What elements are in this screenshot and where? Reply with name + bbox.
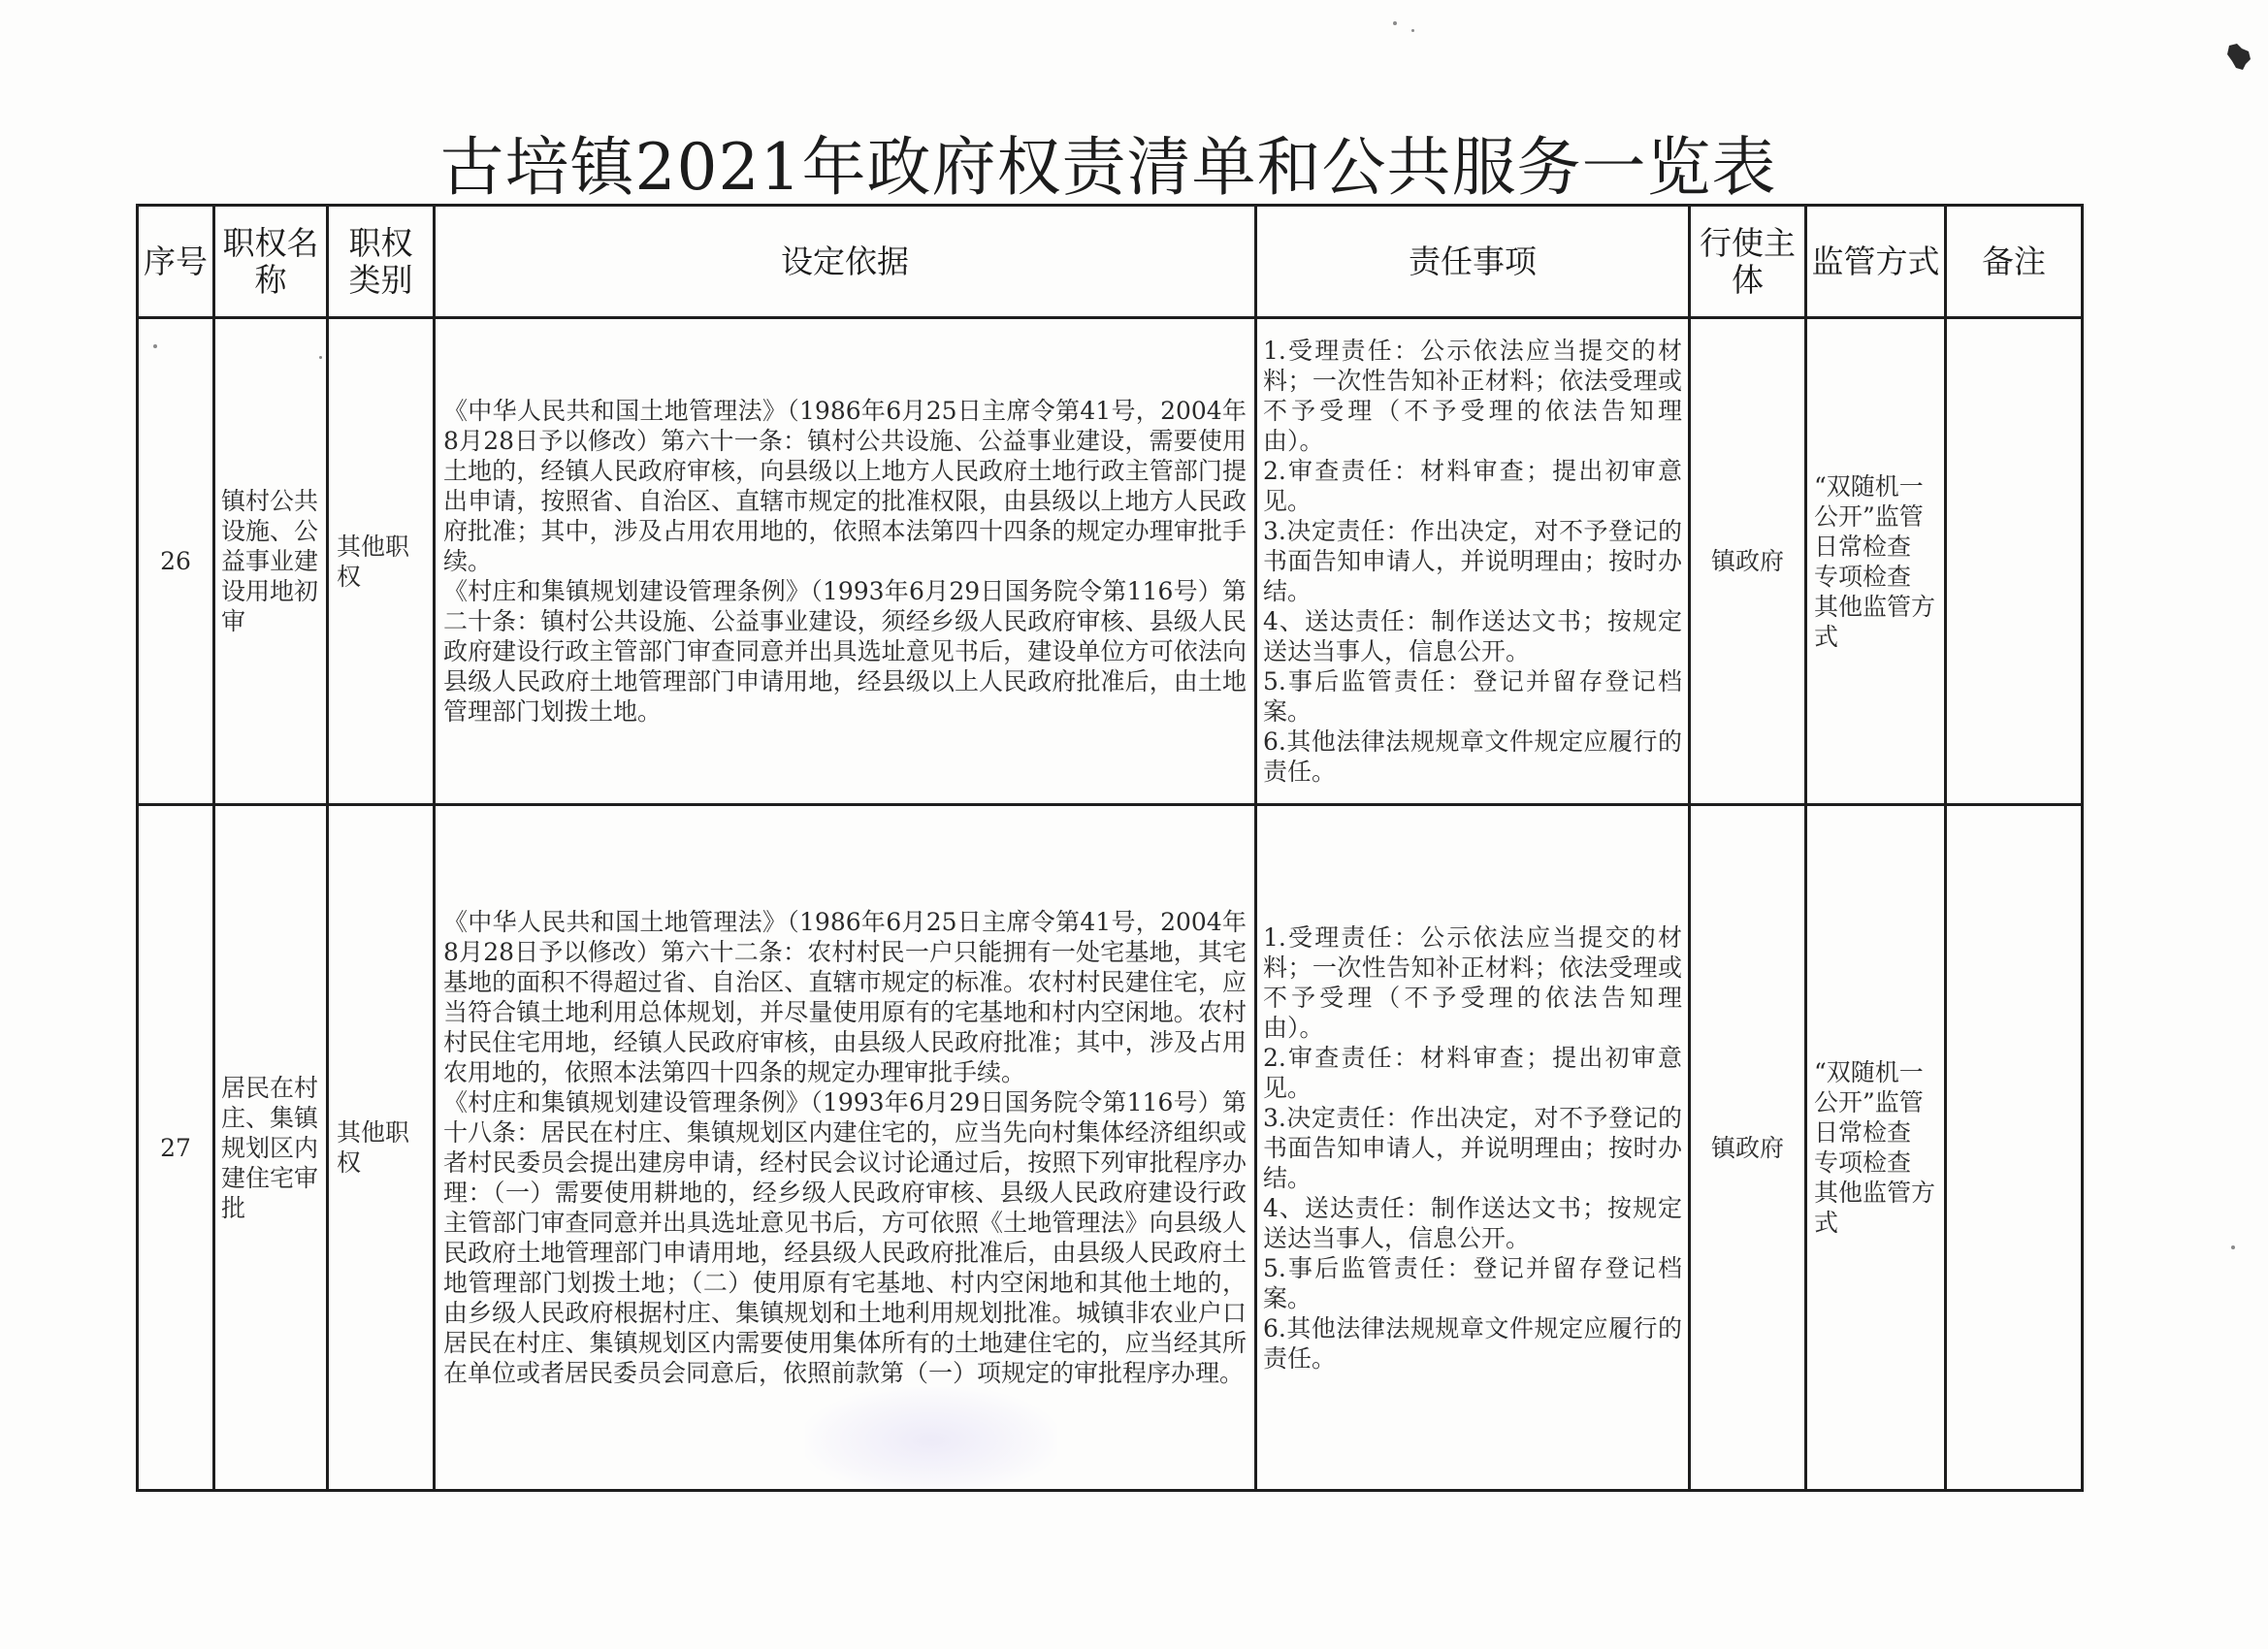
header-duties: [1256, 206, 1690, 318]
responsibility-item: 4、送达责任：制作送达文书；按规定送达当事人，信息公开。: [1263, 1193, 1682, 1252]
header-label: 职权名称: [222, 223, 319, 299]
scan-speck: [2225, 43, 2252, 72]
supervision-method: 专项检查: [1814, 562, 1912, 591]
legal-basis: [435, 805, 1256, 1491]
responsibility-item: 3.决定责任：作出决定，对不予登记的书面告知申请人，并说明理由；按时办结。: [1263, 1103, 1682, 1192]
basis-paragraph: 《中华人民共和国土地管理法》（1986年6月25日主席令第41号，2004年8月28日予以修改）第六十一条：镇村公共设施、公益事业建设，需要使用土地的，经镇人民政府审核，向县级以上地方人民政府土地行政主管部门提出申请，按照省、自治区、直辖市规定的批准权限，由县级以上地方人民政府批准；其中，涉及占用农用地的，依照本法第四十四条的规定办理审批手续。: [443, 397, 1247, 575]
header-label: 监管方式: [1811, 242, 1940, 280]
table-row: [138, 318, 2083, 805]
supervision-method: “双随机一公开”监管: [1814, 1058, 1924, 1116]
row-index: 27: [138, 805, 214, 1491]
supervision-method: “双随机一公开”监管: [1814, 471, 1924, 531]
responsibility-item: 6.其他法律法规规章文件规定应履行的责任。: [1263, 728, 1682, 786]
supervision-methods: [1806, 318, 1946, 805]
responsibility-item: 1.受理责任：公示依法应当提交的材料；一次性告知补正材料；依法受理或不予受理（不予受理的依法告知理由）。: [1263, 922, 1682, 1042]
power-list-table: [136, 204, 2084, 1492]
power-name: 镇村公共设施、公益事业建设用地初审: [214, 318, 328, 805]
power-category: 其他职权: [328, 318, 435, 805]
page-title: 古培镇2021年政府权责清单和公共服务一览表: [439, 130, 1777, 205]
supervision-method: 专项检查: [1814, 1148, 1912, 1177]
responsibility-item: 5.事后监管责任：登记并留存登记档案。: [1263, 1253, 1682, 1312]
header-category: [328, 206, 435, 318]
responsibility-item: 3.决定责任：作出决定，对不予登记的书面告知申请人，并说明理由；按时办结。: [1263, 517, 1682, 605]
supervision-method: 其他监管方式: [1814, 592, 1936, 651]
responsibility-item: 4、送达责任：制作送达文书；按规定送达当事人，信息公开。: [1263, 607, 1682, 665]
header-label: 设定依据: [781, 242, 909, 280]
supervision-method: 日常检查: [1814, 532, 1912, 561]
power-name: 居民在村庄、集镇规划区内建住宅审批: [214, 805, 328, 1491]
responsibility-item: 1.受理责任：公示依法应当提交的材料；一次性告知补正材料；依法受理或不予受理（不予受理的依法告知理由）。: [1263, 337, 1682, 455]
scan-speck: [2231, 1245, 2235, 1249]
responsibility-item: 2.审查责任：材料审查；提出初审意见。: [1263, 457, 1682, 515]
remarks-cell: [1946, 318, 2083, 805]
executing-body: 镇政府: [1690, 318, 1806, 805]
header-index: [138, 206, 214, 318]
header-name: [214, 206, 328, 318]
basis-paragraph: 《村庄和集镇规划建设管理条例》（1993年6月29日国务院令第116号）第十八条：居民在村庄、集镇规划区内建住宅的，应当先向村集体经济组织或者村民委员会提出建房申请，经村民会议讨论通过后，按照下列审批程序办理：（一）需要使用耕地的，经乡级人民政府审核、县级人民政府建设行政主管部门审查同意并出具选址意见书后，方可依照《土地管理法》向县级人民政府土地管理部门申请用地，经县级人民政府批准后，由县级人民政府土地管理部门划拨土地；（二）使用原有宅基地、村内空闲地和其他土地的，由乡级人民政府根据村庄、集镇规划和土地利用规划批准。城镇非农业户口居民在村庄、集镇规划区内需要使用集体所有的土地建住宅的，应当经其所在单位或者居民委员会同意后，依照前款第（一）项规定的审批程序办理。: [443, 1088, 1247, 1387]
executing-body: 镇政府: [1690, 805, 1806, 1491]
header-supervision: [1806, 206, 1946, 318]
supervision-method: 其他监管方式: [1814, 1179, 1936, 1237]
header-label: 备注: [1982, 242, 2046, 280]
header-label: 行使主体: [1700, 223, 1796, 299]
scan-speck: [1393, 21, 1397, 25]
header-subject: [1690, 206, 1806, 318]
basis-paragraph: 《中华人民共和国土地管理法》（1986年6月25日主席令第41号，2004年8月28日予以修改）第六十二条：农村村民一户只能拥有一处宅基地，其宅基地的面积不得超过省、自治区、直辖市规定的标准。农村村民建住宅，应当符合镇土地利用总体规划，并尽量使用原有的宅基地和村内空闲地。农村村民住宅用地，经镇人民政府审核，由县级人民政府批准；其中，涉及占用农用地的，依照本法第四十四条的规定办理审批手续。: [443, 908, 1247, 1086]
header-basis: [435, 206, 1256, 318]
power-category: 其他职权: [328, 805, 435, 1491]
legal-basis: [435, 318, 1256, 805]
supervision-method: 日常检查: [1814, 1118, 1912, 1147]
responsibility-items: [1256, 318, 1690, 805]
supervision-methods: [1806, 805, 1946, 1491]
basis-paragraph: 《村庄和集镇规划建设管理条例》（1993年6月29日国务院令第116号）第二十条：镇村公共设施、公益事业建设，须经乡级人民政府审核、县级人民政府建设行政主管部门审查同意并出具选址意见书后，建设单位方可依法向县级人民政府土地管理部门申请用地，经县级以上人民政府批准后，由土地管理部门划拨土地。: [443, 577, 1247, 726]
header-label: 职权类别: [348, 223, 413, 299]
table-header-row: [138, 206, 2083, 318]
scan-speck: [1411, 29, 1414, 32]
responsibility-item: 6.其他法律法规规章文件规定应履行的责任。: [1263, 1313, 1682, 1373]
responsibility-items: [1256, 805, 1690, 1491]
header-label: 序号: [144, 242, 208, 280]
header-remarks: [1946, 206, 2083, 318]
responsibility-item: 5.事后监管责任：登记并留存登记档案。: [1263, 667, 1682, 726]
row-index: 26: [138, 318, 214, 805]
header-label: 责任事项: [1409, 242, 1537, 280]
table-row: [138, 805, 2083, 1491]
remarks-cell: [1946, 805, 2083, 1491]
responsibility-item: 2.审查责任：材料审查；提出初审意见。: [1263, 1043, 1682, 1102]
